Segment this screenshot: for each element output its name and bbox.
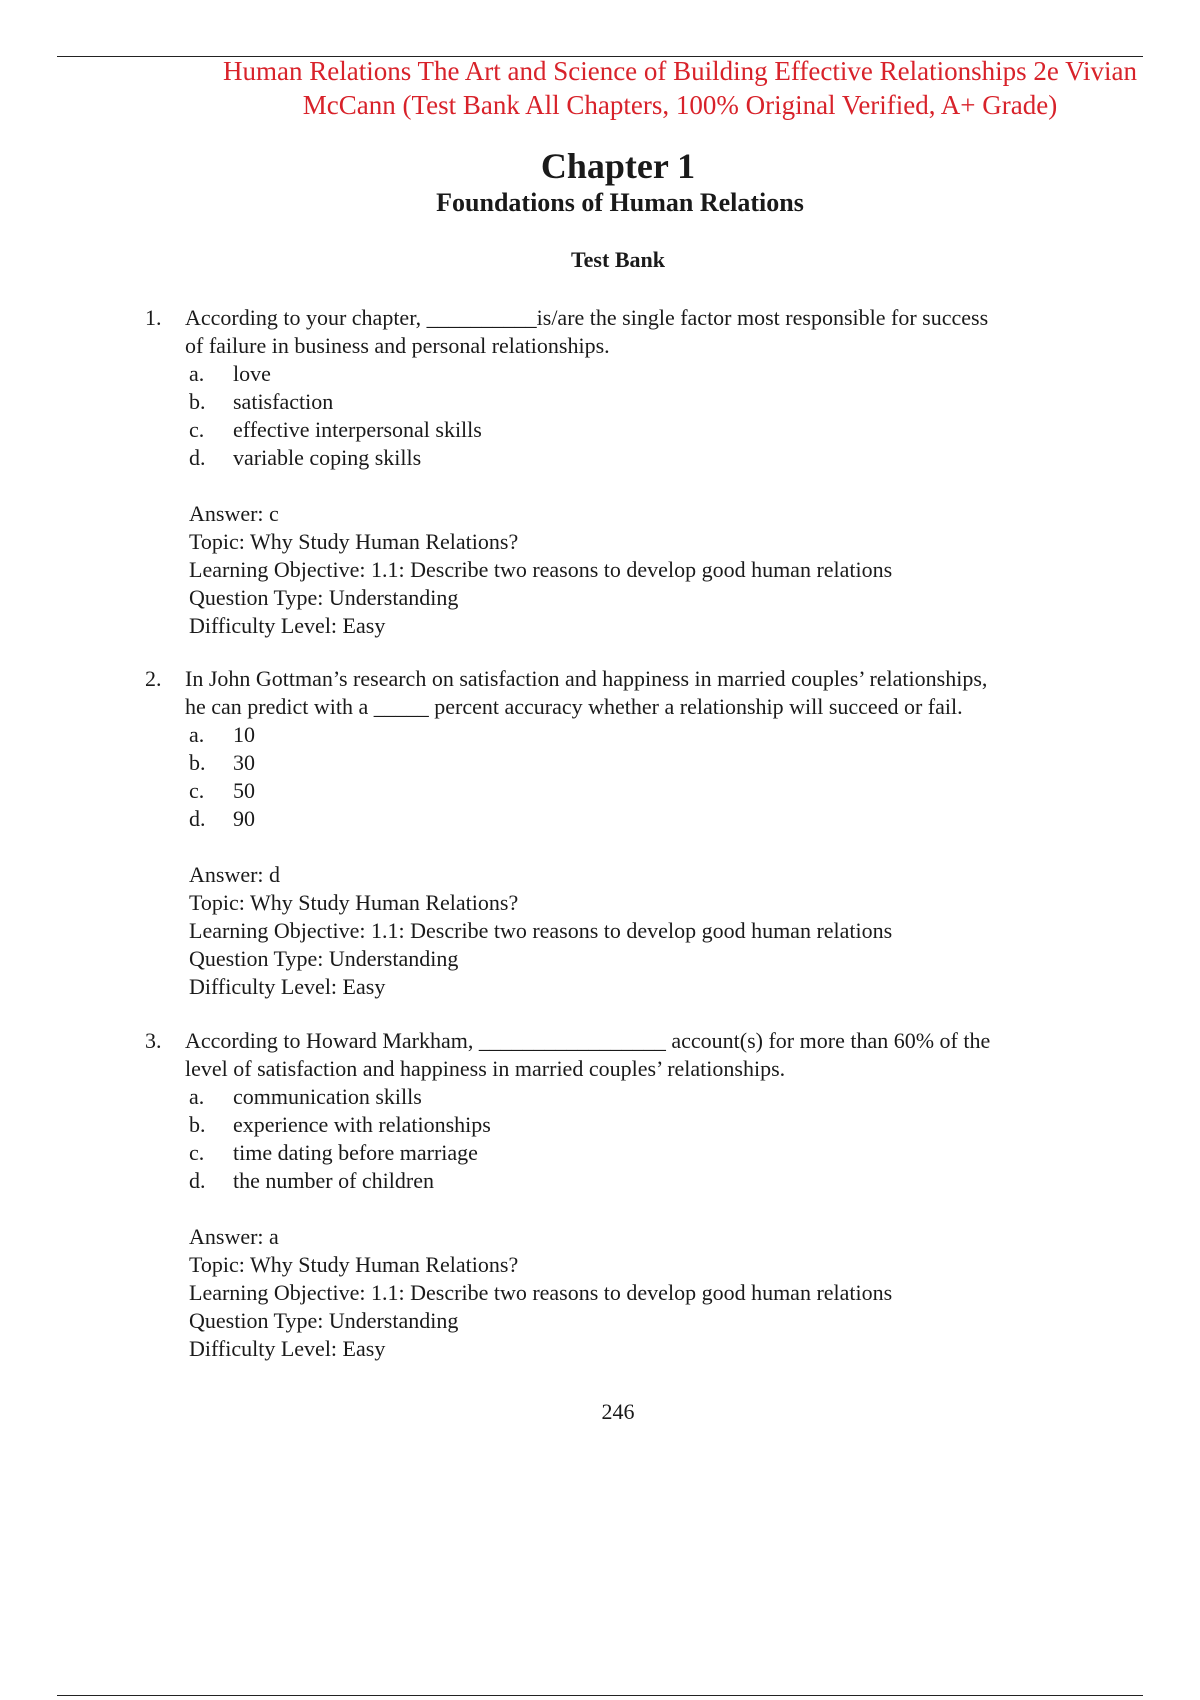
- stem-line: According to Howard Markham, _________________ account(s) for more than 60% of the: [185, 1028, 991, 1053]
- bottom-rule: [57, 1695, 1143, 1696]
- question-meta: [189, 1223, 1080, 1363]
- chapter-title: Chapter 1: [540, 146, 696, 186]
- answer: Answer: d: [189, 862, 281, 887]
- option-c: [189, 777, 1080, 805]
- option-letter: b.: [189, 389, 206, 414]
- option-letter: b.: [189, 1112, 206, 1137]
- option-text: effective interpersonal skills: [233, 417, 482, 442]
- options-list: [189, 1083, 1080, 1195]
- option-letter: a.: [189, 1084, 205, 1109]
- question-meta: [189, 500, 1080, 640]
- option-text: 10: [233, 722, 255, 747]
- stem-line: In John Gottman’s research on satisfaction and happiness in married couples’ relationships,: [185, 666, 988, 691]
- option-letter: a.: [189, 722, 205, 747]
- option-letter: d.: [189, 806, 206, 831]
- chapter-subtitle: Foundations of Human Relations: [436, 188, 804, 217]
- option-text: 90: [233, 806, 255, 831]
- options-list: [189, 360, 1080, 472]
- option-b: [189, 1111, 1080, 1139]
- answer: Answer: c: [189, 501, 279, 526]
- difficulty-level: Difficulty Level: Easy: [189, 1336, 386, 1361]
- option-d: [189, 805, 1080, 833]
- document-header: [190, 54, 1170, 122]
- learning-objective: Learning Objective: 1.1: Describe two reasons to develop good human relations: [189, 557, 893, 582]
- options-list: [189, 721, 1080, 833]
- question-type: Question Type: Understanding: [189, 585, 459, 610]
- option-letter: c.: [189, 778, 205, 803]
- option-text: variable coping skills: [233, 445, 422, 470]
- question-stem: [185, 304, 1080, 360]
- stem-line: According to your chapter, __________is/are the single factor most responsible for success: [185, 305, 989, 330]
- section-title: Test Bank: [571, 247, 665, 272]
- question-stem: [185, 665, 1080, 721]
- option-letter: d.: [189, 1168, 206, 1193]
- stem-line: of failure in business and personal relationships.: [185, 333, 610, 358]
- option-a: [189, 721, 1080, 749]
- header-line-1: Human Relations The Art and Science of Building Effective Relationships 2e Vivian: [223, 56, 1137, 86]
- question-type: Question Type: Understanding: [189, 946, 459, 971]
- question-1: [145, 304, 1080, 640]
- answer: Answer: a: [189, 1224, 279, 1249]
- option-text: the number of children: [233, 1168, 434, 1193]
- topic: Topic: Why Study Human Relations?: [189, 529, 519, 554]
- option-b: [189, 749, 1080, 777]
- question-stem: [185, 1027, 1080, 1083]
- option-text: 50: [233, 778, 255, 803]
- option-d: [189, 444, 1080, 472]
- question-2: [145, 665, 1080, 1001]
- option-a: [189, 360, 1080, 388]
- learning-objective: Learning Objective: 1.1: Describe two reasons to develop good human relations: [189, 918, 893, 943]
- question-type: Question Type: Understanding: [189, 1308, 459, 1333]
- option-letter: b.: [189, 750, 206, 775]
- option-d: [189, 1167, 1080, 1195]
- option-b: [189, 388, 1080, 416]
- topic: Topic: Why Study Human Relations?: [189, 1252, 519, 1277]
- option-letter: c.: [189, 417, 205, 442]
- question-number: 2.: [145, 666, 162, 691]
- option-text: satisfaction: [233, 389, 334, 414]
- page-number: 246: [601, 1399, 635, 1424]
- option-letter: c.: [189, 1140, 205, 1165]
- option-letter: d.: [189, 445, 206, 470]
- option-text: communication skills: [233, 1084, 422, 1109]
- option-c: [189, 1139, 1080, 1167]
- question-number: 3.: [145, 1028, 162, 1053]
- stem-line: he can predict with a _____ percent accuracy whether a relationship will succeed or fail.: [185, 694, 963, 719]
- option-text: experience with relationships: [233, 1112, 491, 1137]
- difficulty-level: Difficulty Level: Easy: [189, 974, 386, 999]
- question-3: [145, 1027, 1080, 1363]
- learning-objective: Learning Objective: 1.1: Describe two reasons to develop good human relations: [189, 1280, 893, 1305]
- option-text: 30: [233, 750, 255, 775]
- question-meta: [189, 861, 1080, 1001]
- header-line-2: McCann (Test Bank All Chapters, 100% Original Verified, A+ Grade): [302, 90, 1058, 120]
- question-number: 1.: [145, 305, 162, 330]
- option-letter: a.: [189, 361, 205, 386]
- option-text: time dating before marriage: [233, 1140, 478, 1165]
- option-text: love: [233, 361, 271, 386]
- difficulty-level: Difficulty Level: Easy: [189, 613, 386, 638]
- topic: Topic: Why Study Human Relations?: [189, 890, 519, 915]
- option-c: [189, 416, 1080, 444]
- option-a: [189, 1083, 1080, 1111]
- stem-line: level of satisfaction and happiness in married couples’ relationships.: [185, 1056, 786, 1081]
